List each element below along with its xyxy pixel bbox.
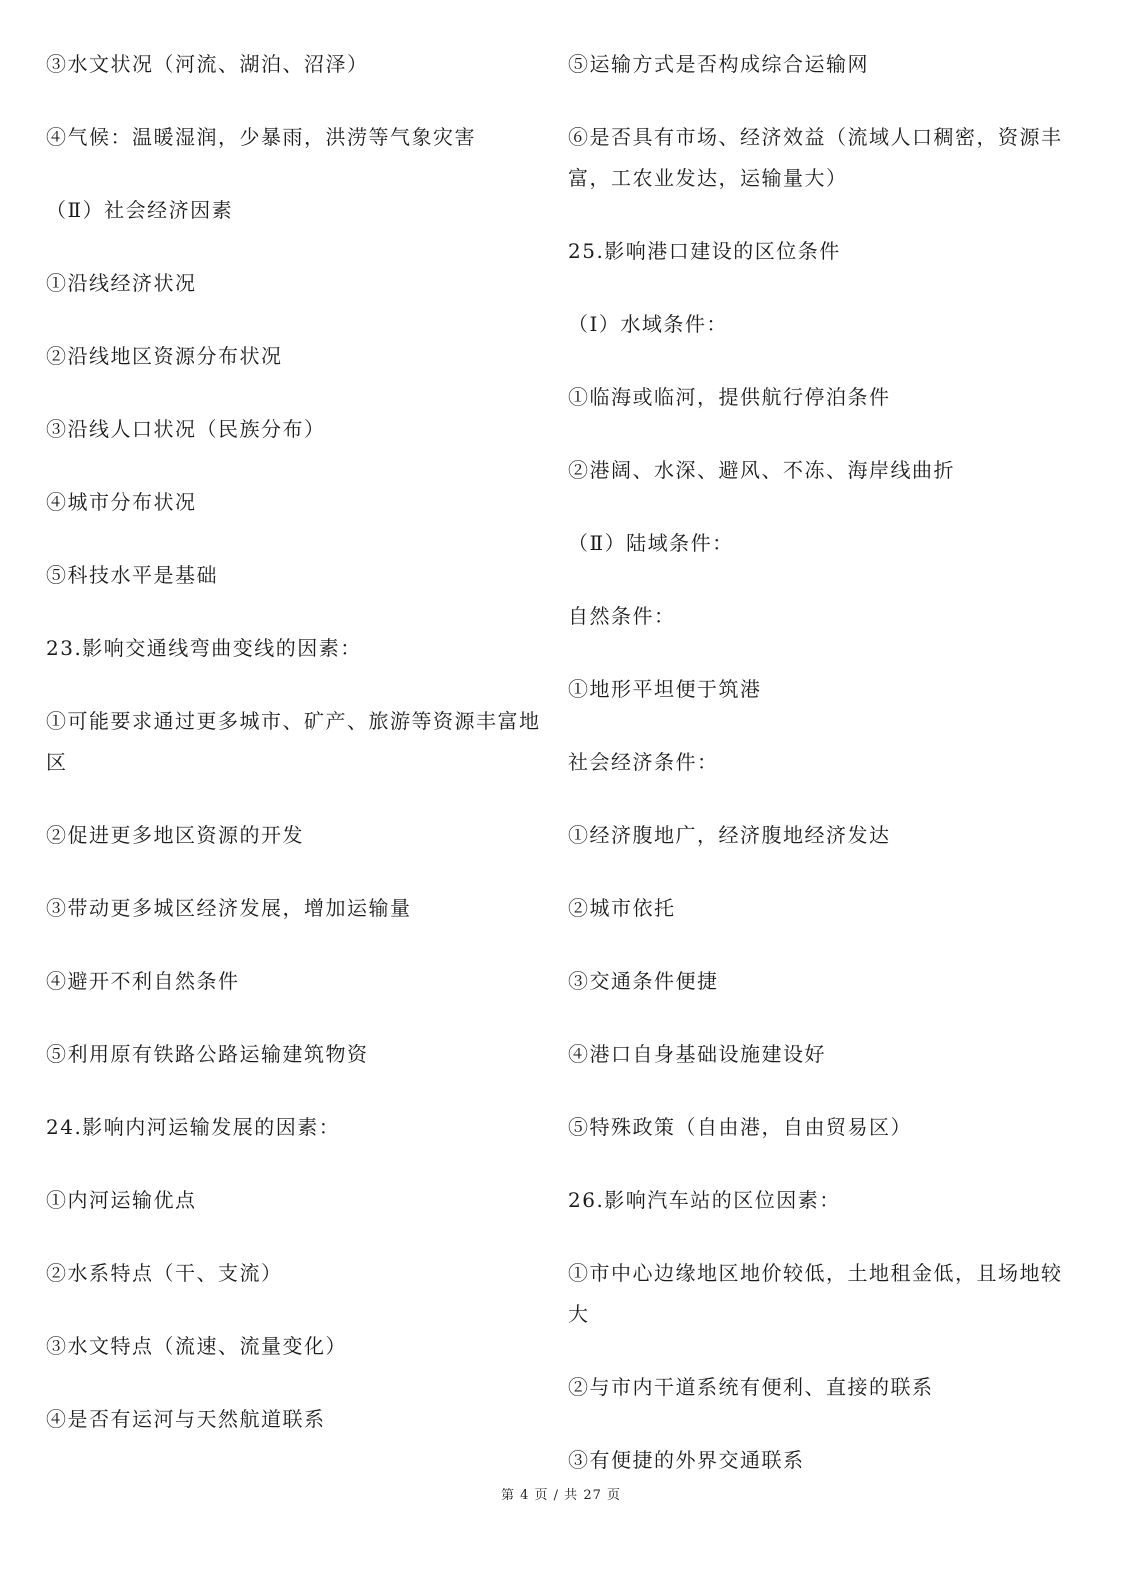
page-number-footer: 第 4 页 / 共 27 页 xyxy=(501,1488,621,1503)
right-column xyxy=(568,44,1066,1513)
paragraph: ①临海或临河，提供航行停泊条件 xyxy=(568,385,891,409)
paragraph: ⑤特殊政策（自由港，自由贸易区） xyxy=(568,1115,912,1139)
paragraph: ②水系特点（干、支流） xyxy=(46,1261,283,1285)
paragraph: ⑤利用原有铁路公路运输建筑物资 xyxy=(46,1042,369,1066)
paragraph: ①沿线经济状况 xyxy=(46,271,197,295)
paragraph: ③水文状况（河流、湖泊、沼泽） xyxy=(46,52,369,76)
section-heading: 26.影响汽车站的区位因素： xyxy=(568,1188,841,1212)
paragraph: ⑥是否具有市场、经济效益（流域人口稠密，资源丰富，工农业发达，运输量大） xyxy=(568,125,1063,190)
paragraph: ①经济腹地广，经济腹地经济发达 xyxy=(568,823,891,847)
section-heading: 24.影响内河运输发展的因素： xyxy=(46,1115,341,1139)
paragraph: ②促进更多地区资源的开发 xyxy=(46,823,304,847)
paragraph: ①可能要求通过更多城市、矿产、旅游等资源丰富地区 xyxy=(46,709,541,774)
paragraph: ①地形平坦便于筑港 xyxy=(568,677,762,701)
paragraph: ④气候：温暖湿润，少暴雨，洪涝等气象灾害 xyxy=(46,125,476,149)
paragraph: ④避开不利自然条件 xyxy=(46,969,240,993)
paragraph: ④港口自身基础设施建设好 xyxy=(568,1042,826,1066)
paragraph: ④城市分布状况 xyxy=(46,490,197,514)
paragraph: ②与市内干道系统有便利、直接的联系 xyxy=(568,1375,934,1399)
paragraph: ①市中心边缘地区地价较低，土地租金低，且场地较大 xyxy=(568,1261,1063,1326)
paragraph: ⑤科技水平是基础 xyxy=(46,563,218,587)
paragraph: ②沿线地区资源分布状况 xyxy=(46,344,283,368)
sub-heading: 自然条件： xyxy=(568,604,676,628)
section-heading: 25.影响港口建设的区位条件 xyxy=(568,239,841,263)
left-column xyxy=(46,44,544,1472)
section-heading: 23.影响交通线弯曲变线的因素： xyxy=(46,636,362,660)
paragraph: ②港阔、水深、避风、不冻、海岸线曲折 xyxy=(568,458,955,482)
paragraph: ③水文特点（流速、流量变化） xyxy=(46,1334,347,1358)
paragraph: ③沿线人口状况（民族分布） xyxy=(46,417,326,441)
section-heading: （Ⅱ）社会经济因素 xyxy=(46,198,234,222)
paragraph: ③带动更多城区经济发展，增加运输量 xyxy=(46,896,412,920)
paragraph: ③有便捷的外界交通联系 xyxy=(568,1448,805,1472)
paragraph: ③交通条件便捷 xyxy=(568,969,719,993)
section-heading: （Ⅱ）陆域条件： xyxy=(568,531,734,555)
paragraph: ④是否有运河与天然航道联系 xyxy=(46,1407,326,1431)
paragraph: ①内河运输优点 xyxy=(46,1188,197,1212)
paragraph: ⑤运输方式是否构成综合运输网 xyxy=(568,52,869,76)
paragraph: ②城市依托 xyxy=(568,896,676,920)
section-heading: （Ⅰ）水域条件： xyxy=(568,312,728,336)
sub-heading: 社会经济条件： xyxy=(568,750,719,774)
